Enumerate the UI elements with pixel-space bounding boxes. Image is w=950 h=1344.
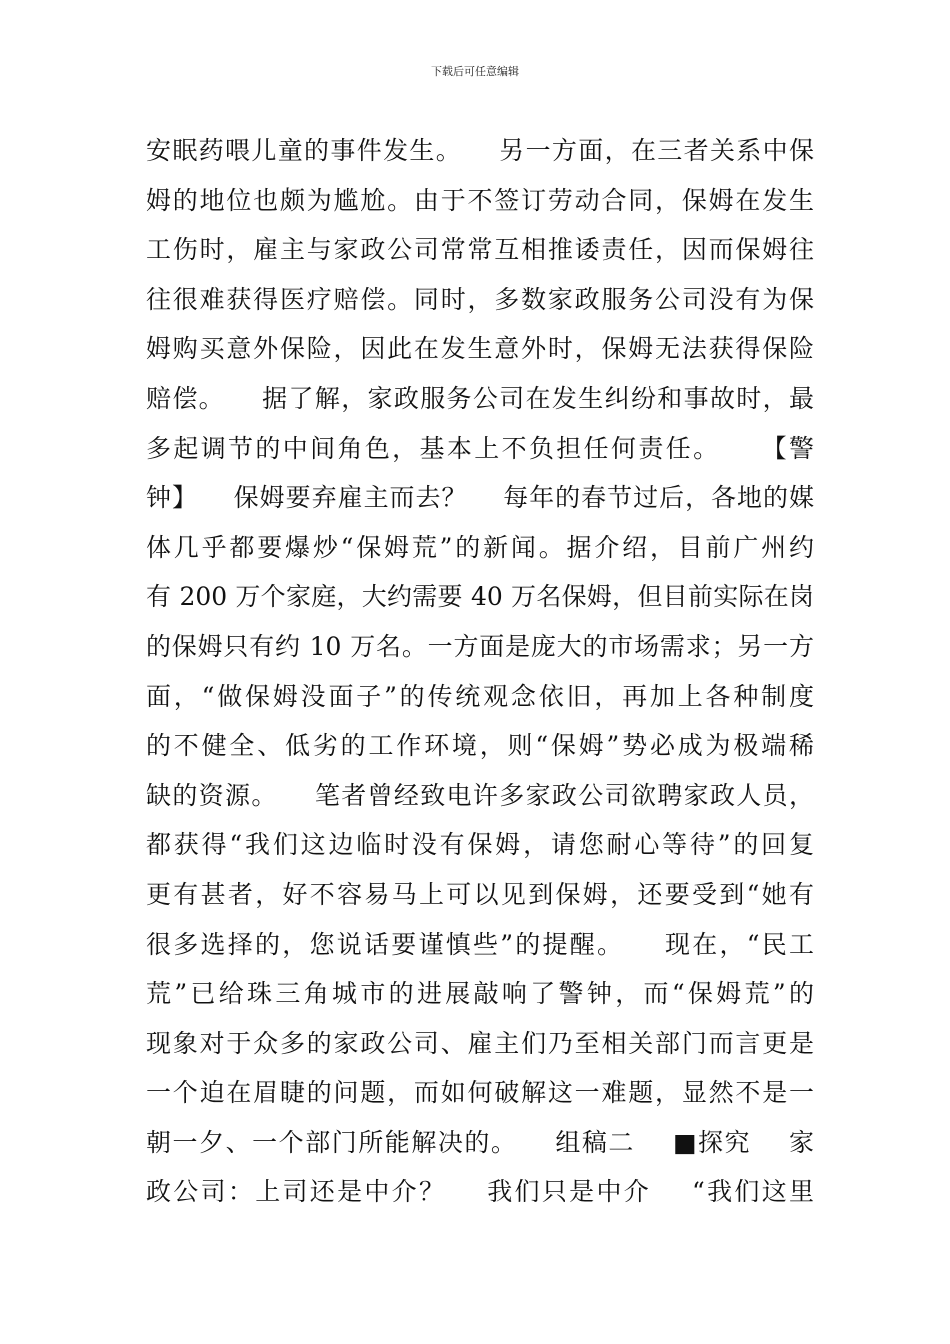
- text-line: 安眠药喂儿童的事件发生。 另一方面，在三者关系中保: [146, 136, 814, 165]
- text-line: 一个迫在眉睫的问题，而如何破解这一难题，显然不是一: [146, 1078, 814, 1108]
- text-line: 缺的资源。 笔者曾经致电许多家政公司欲聘家政人员，: [146, 780, 814, 810]
- text-line: 的不健全、低劣的工作环境，则“保姆”势必成为极端稀: [146, 731, 814, 761]
- text-line: 面，“做保姆没面子”的传统观念依旧，再加上各种制度: [146, 681, 814, 711]
- text-line: 荒”已给珠三角城市的进展敲响了警钟，而“保姆荒”的: [146, 979, 814, 1009]
- text-line: 的保姆只有约 10 万名。一方面是庞大的市场需求；另一方: [146, 631, 814, 661]
- page-header: 下载后可任意编辑: [431, 65, 519, 78]
- text-line: 都获得“我们这边临时没有保姆，请您耐心等待”的回复: [146, 830, 814, 860]
- text-line: 政公司：上司还是中介？ 我们只是中介 “我们这里: [146, 1177, 814, 1207]
- text-line: 姆的地位也颇为尴尬。由于不签订劳动合同，保姆在发生: [146, 185, 814, 215]
- text-line: 有 200 万个家庭，大约需要 40 万名保姆，但目前实际在岗: [146, 582, 814, 612]
- text-line: 更有甚者，好不容易马上可以见到保姆，还要受到“她有: [146, 879, 814, 909]
- body-text: [146, 126, 814, 1217]
- text-line: 往很难获得医疗赔偿。同时，多数家政服务公司没有为保: [146, 284, 814, 314]
- text-line: 姆购买意外保险，因此在发生意外时，保姆无法获得保险: [146, 334, 814, 364]
- text-line: 很多选择的，您说话要谨慎些”的提醒。 现在，“民工: [146, 929, 814, 959]
- text-line: 工伤时，雇主与家政公司常常互相推诿责任，因而保姆往: [146, 235, 814, 265]
- text-line: 赔偿。 据了解，家政服务公司在发生纠纷和事故时，最: [146, 383, 814, 413]
- text-line: 多起调节的中间角色，基本上不负担任何责任。 【警: [146, 433, 814, 463]
- text-line: 体几乎都要爆炒“保姆荒”的新闻。据介绍，目前广州约: [146, 532, 814, 562]
- text-line: 朝一夕、一个部门所能解决的。 组稿二 ■探究 家: [146, 1127, 814, 1157]
- text-line: 现象对于众多的家政公司、雇主们乃至相关部门而言更是: [146, 1028, 814, 1058]
- text-line: 钟】 保姆要弃雇主而去？ 每年的春节过后，各地的媒: [146, 483, 814, 513]
